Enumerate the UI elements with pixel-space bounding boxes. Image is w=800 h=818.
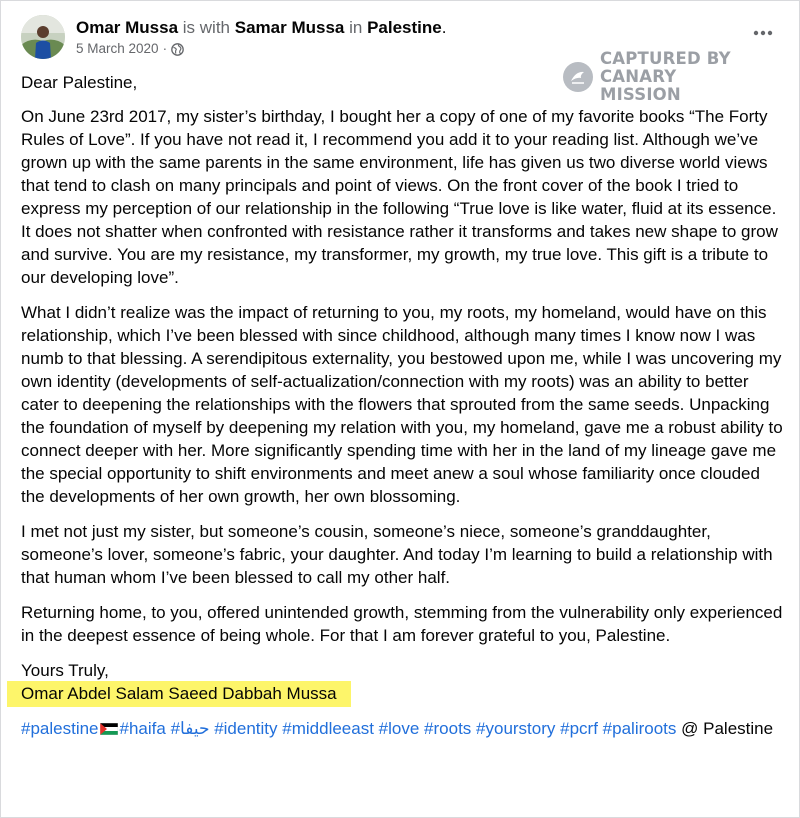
location-link[interactable]: Palestine: [367, 18, 442, 37]
post-title-line: [76, 17, 446, 39]
author-name[interactable]: Omar Mussa: [76, 18, 179, 37]
paragraph: I met not just my sister, but someone’s cousin, someone’s niece, someone’s granddaughter, someone’s lover, someone’s fabric, your daughter. And today I’m learning to build a relationship with that human whom I’ve been blessed to call my other half.: [21, 522, 773, 587]
hashtag[interactable]: #palestine: [21, 719, 99, 738]
globe-icon[interactable]: [171, 43, 184, 56]
hashtag[interactable]: #pcrf: [560, 719, 598, 738]
more-options-icon[interactable]: [749, 19, 777, 47]
post-date[interactable]: 5 March 2020: [76, 41, 159, 56]
avatar[interactable]: [21, 15, 65, 59]
hashtags: [21, 717, 785, 741]
hashtag[interactable]: #yourstory: [476, 719, 556, 738]
hashtag[interactable]: #paliroots: [602, 719, 677, 738]
paragraph: What I didn’t realize was the impact of returning to you, my roots, my homeland, would have on this relationship, which I’ve been blessed with since childhood, although many times I know now I was numb to that blessing. A serendipitous externality, you bestowed upon me, while I was uncovering my own identity (developments of self-actualization/connection with my roots) was an ability to better cater to deepening the relationships with the flowers that sprouted from the same seeds. Unpacking the foundation of myself by deepening my relation with you, my homeland, gave me a robust ability to connect deeper with her. More significantly spending time with her in the land of my lineage gave me the special opportunity to shift environments and meet anew a soul whose familiarity once clouded the developments of her own growth, her own blossoming.: [21, 303, 783, 506]
in-label: in: [349, 18, 363, 37]
hashtag[interactable]: #identity: [214, 719, 278, 738]
hashtag[interactable]: #roots: [424, 719, 472, 738]
highlighted-signature: Omar Abdel Salam Saeed Dabbah Mussa: [7, 681, 351, 707]
at-symbol: @: [681, 719, 699, 738]
hashtag[interactable]: #middleeast: [282, 719, 374, 738]
watermark-line-2: CANARY MISSION: [599, 67, 681, 104]
greeting: Dear Palestine,: [21, 73, 138, 92]
signature-block: [21, 659, 785, 705]
signoff: Yours Truly,: [21, 661, 109, 680]
hashtag[interactable]: #haifa: [119, 719, 166, 738]
paragraph: Returning home, to you, offered unintended growth, stemming from the vulnerability only experienced in the deepest essence of being whole. For that I am forever grateful to you, Palestine.: [21, 603, 783, 645]
watermark-line-1: CAPTURED BY: [599, 49, 731, 68]
date-separator: ·: [162, 41, 168, 56]
with-label: is with: [182, 18, 231, 37]
hashtag[interactable]: #love: [378, 719, 420, 738]
palestine-flag-icon: [100, 718, 118, 730]
paragraph: On June 23rd 2017, my sister’s birthday, I bought her a copy of one of my favorite books “The Forty Rules of Love”. If you have not read it, I recommend you add it to your reading list. Although we’ve grown up with the same parents in the same environment, life has given us two diverse world views that tend to clash on many principals and point of views. On the front cover of the book I tried to express my perception of our relationship in the following “True love is like water, fluid at its essence. It does not shatter when confronted with resistance rather it transforms and takes new shape to grow and survive. You are my resistance, my transformer, my growth, my true love. This gift is a tribute to our developing love”.: [21, 107, 778, 287]
title-period: .: [441, 18, 447, 37]
post-meta: [76, 17, 446, 58]
post-subline: [76, 40, 446, 58]
at-location[interactable]: Palestine: [703, 719, 774, 738]
post-body: [21, 71, 785, 741]
tagged-person[interactable]: Samar Mussa: [234, 18, 345, 37]
hashtag[interactable]: #حيفا: [170, 719, 210, 738]
